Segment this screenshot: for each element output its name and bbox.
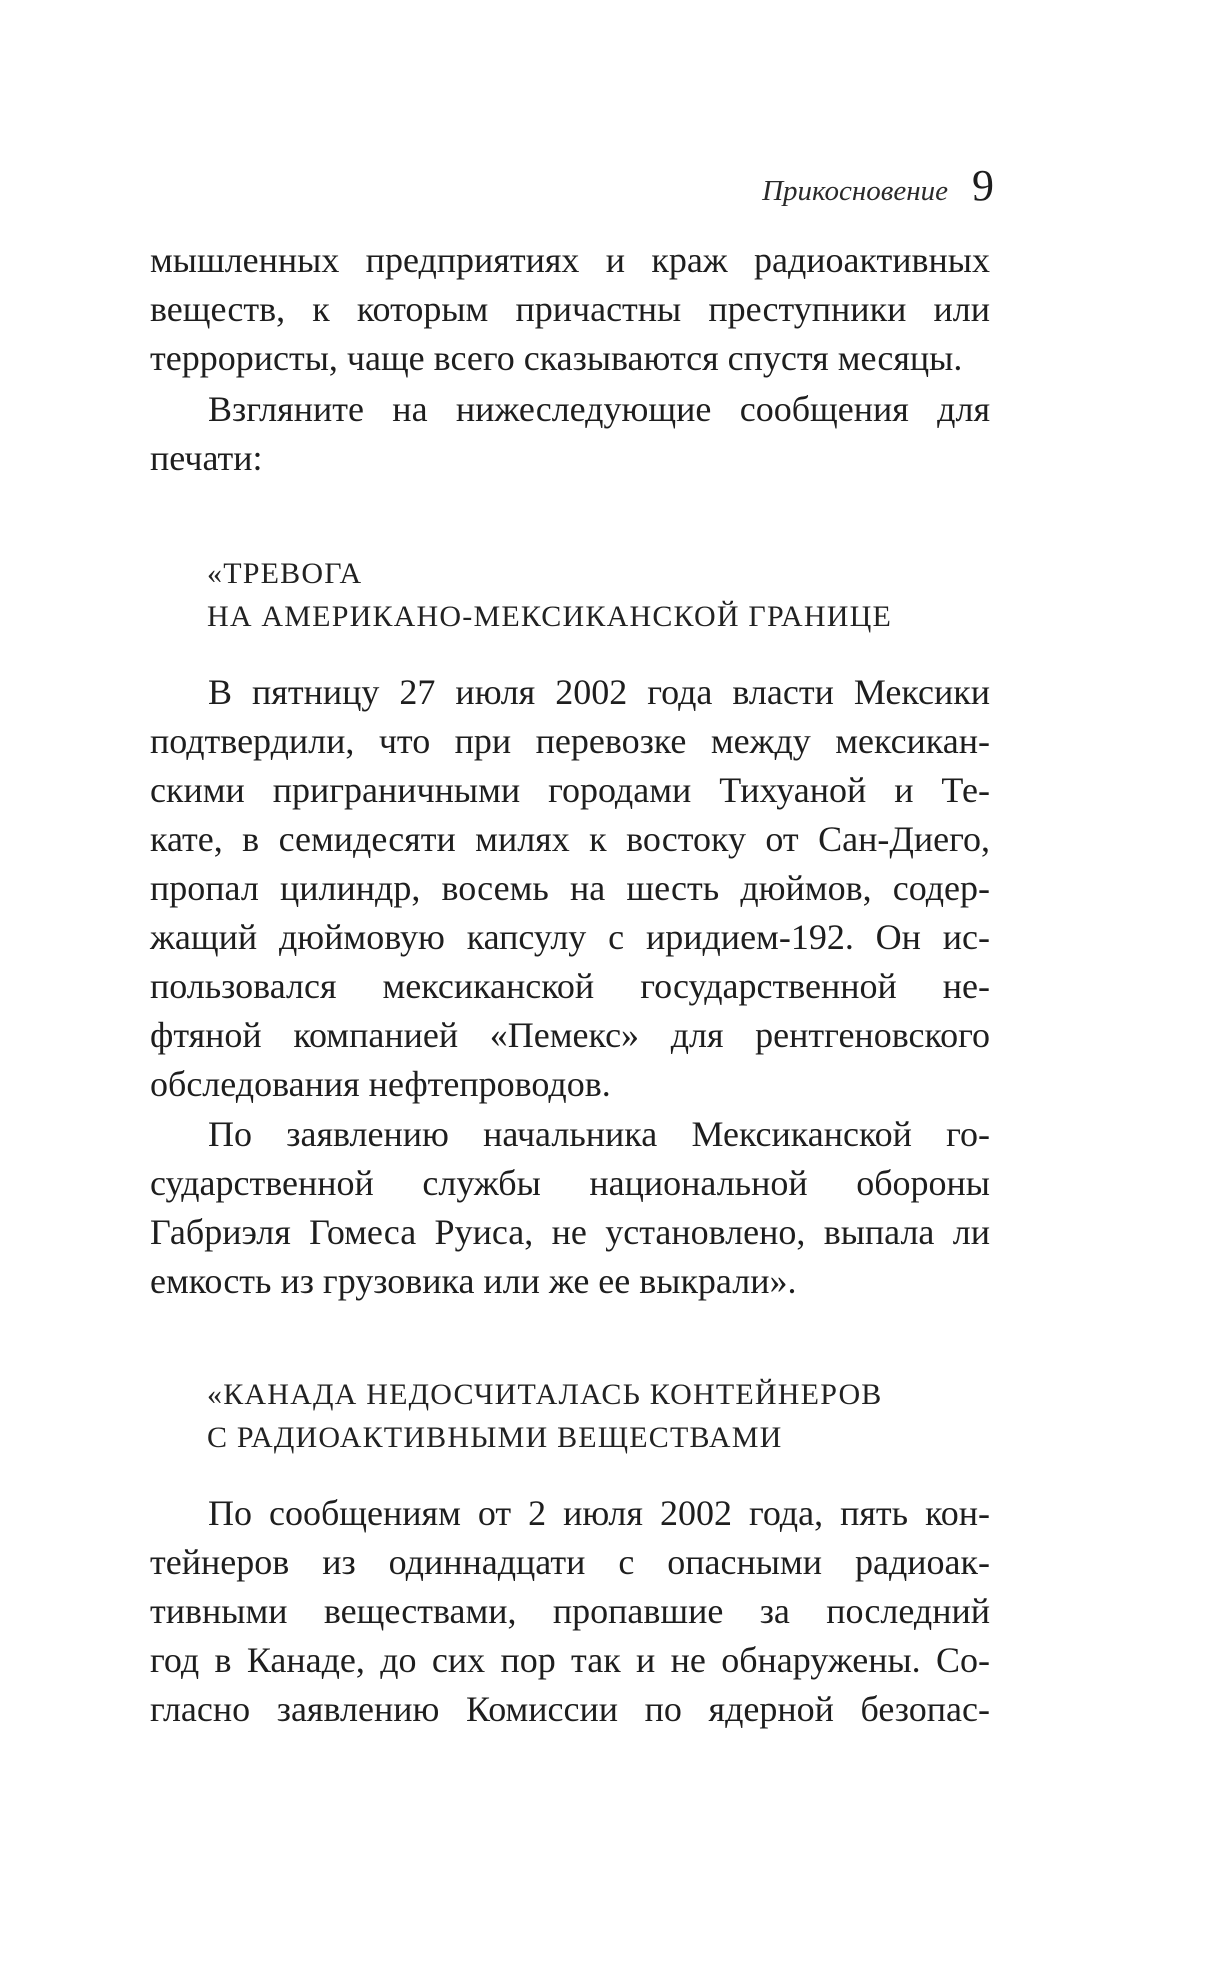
- running-title: Прикосновение: [762, 175, 948, 207]
- text-line: Габриэля Гомеса Руиса, не установлено, выпала ли: [150, 1212, 990, 1252]
- text-line: По заявлению начальника Мексиканской го-: [208, 1114, 990, 1154]
- text-line: террористы, чаще всего сказываются спустя месяцы.: [150, 338, 963, 378]
- news-paragraph-1: [150, 668, 990, 1109]
- headline-line: «ТРЕВОГА: [207, 557, 363, 590]
- headline-line: НА АМЕРИКАНО-МЕКСИКАНСКОЙ ГРАНИЦЕ: [207, 600, 892, 633]
- text-line: мышленных предприятиях и краж радиоактивных: [150, 240, 990, 280]
- news-headline-1: [207, 552, 892, 638]
- headline-line: «КАНАДА НЕДОСЧИТАЛАСЬ КОНТЕЙНЕРОВ: [207, 1378, 883, 1411]
- text-line: пользовался мексиканской государственной не-: [150, 966, 990, 1006]
- running-head: [762, 160, 994, 211]
- text-line: подтвердили, что при перевозке между мексикан-: [150, 721, 990, 761]
- text-line: гласно заявлению Комиссии по ядерной безопас-: [150, 1689, 990, 1729]
- page-number: 9: [972, 161, 994, 210]
- text-line: фтяной компанией «Пемекс» для рентгеновского: [150, 1015, 990, 1055]
- headline-line: С РАДИОАКТИВНЫМИ ВЕЩЕСТВАМИ: [207, 1421, 783, 1454]
- text-line: скими приграничными городами Тихуаной и Те-: [150, 770, 990, 810]
- news-paragraph-3: [150, 1489, 990, 1734]
- text-line: веществ, к которым причастны преступники или: [150, 289, 990, 329]
- news-paragraph-2: [150, 1110, 990, 1306]
- text-line: Взгляните на нижеследующие сообщения для: [208, 389, 990, 429]
- paragraph-continuation: [150, 236, 990, 383]
- text-line: тивными веществами, пропавшие за последний: [150, 1591, 990, 1631]
- text-line: емкость из грузовика или же ее выкрали».: [150, 1261, 797, 1301]
- text-line: В пятницу 27 июля 2002 года власти Мексики: [208, 672, 990, 712]
- text-line: тейнеров из одиннадцати с опасными радиоак-: [150, 1542, 990, 1582]
- text-line: обследования нефтепроводов.: [150, 1064, 611, 1104]
- text-line: пропал цилиндр, восемь на шесть дюймов, содер-: [150, 868, 990, 908]
- text-line: год в Канаде, до сих пор так и не обнаружены. Со-: [150, 1640, 990, 1680]
- text-line: сударственной службы национальной обороны: [150, 1163, 990, 1203]
- text-line: печати:: [150, 438, 263, 478]
- paragraph-intro: [150, 385, 990, 483]
- text-line: По сообщениям от 2 июля 2002 года, пять кон-: [208, 1493, 990, 1533]
- news-headline-2: [207, 1373, 883, 1459]
- text-line: кате, в семидесяти милях к востоку от Сан-Диего,: [150, 819, 990, 859]
- text-line: жащий дюймовую капсулу с иридием-192. Он ис-: [150, 917, 990, 957]
